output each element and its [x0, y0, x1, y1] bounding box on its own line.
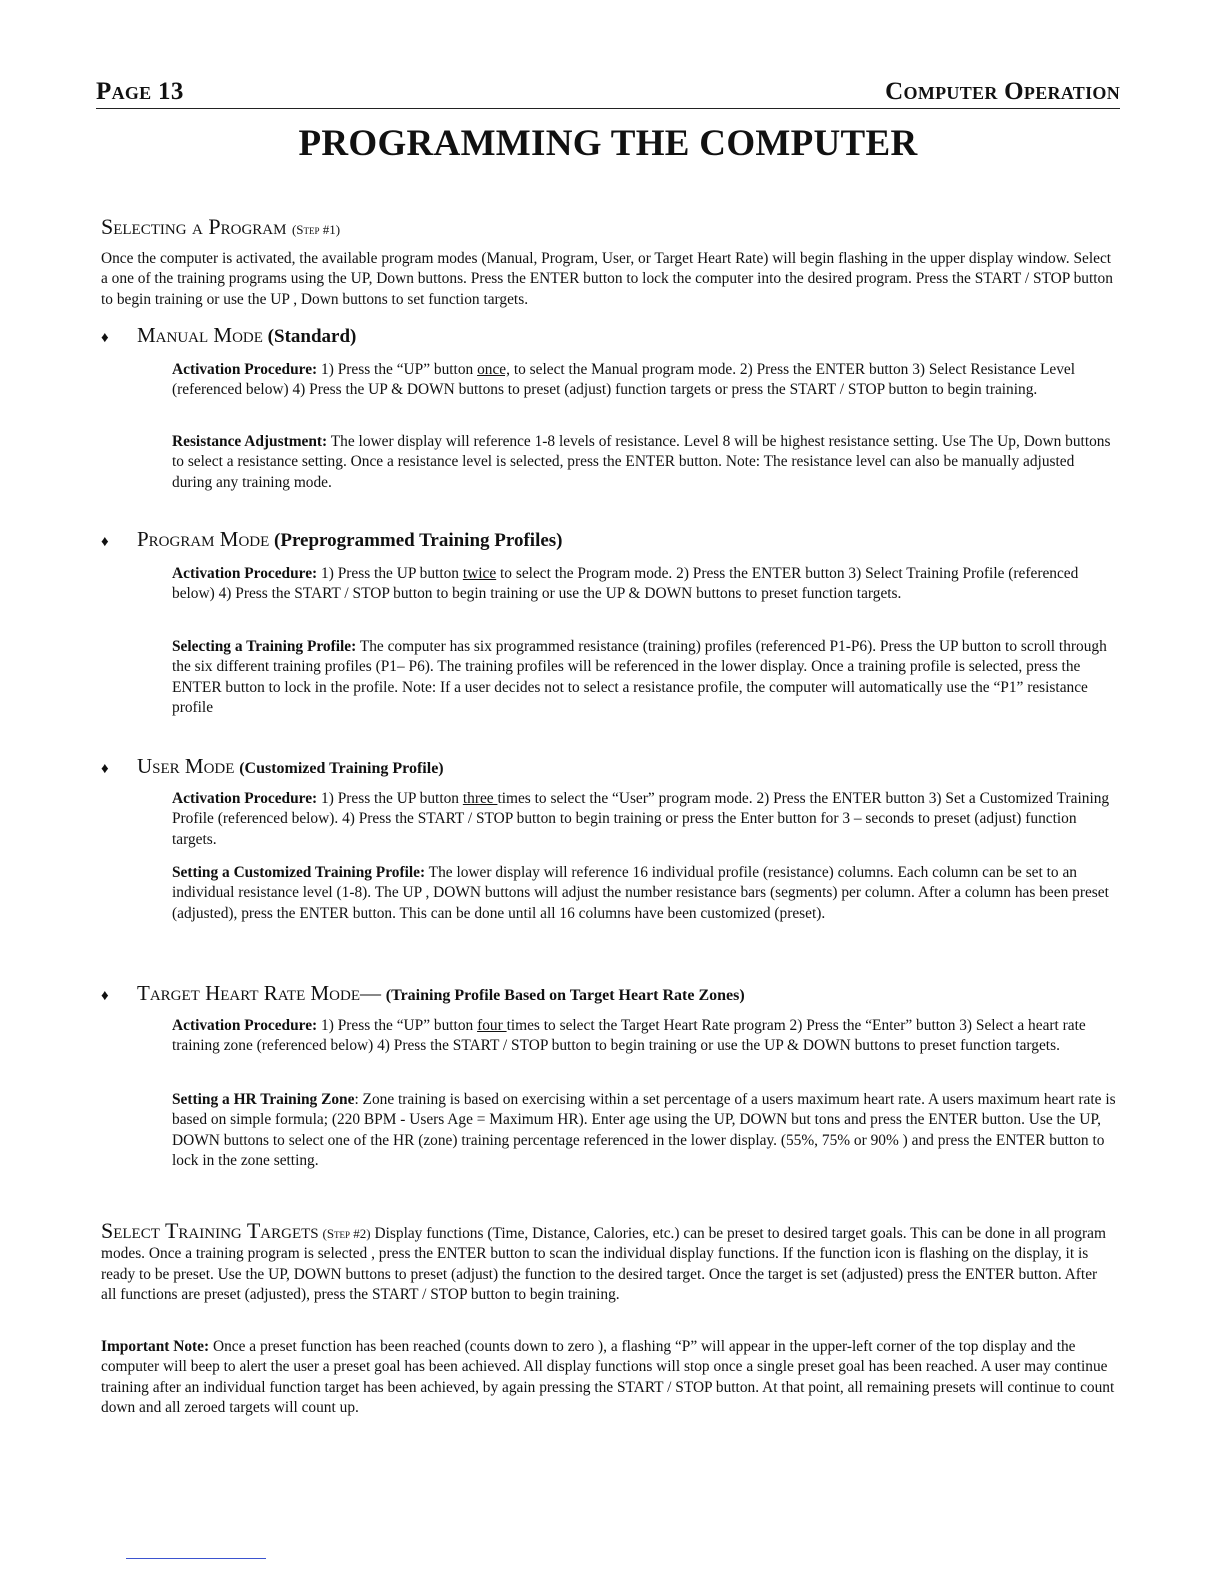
mode-name: Program Mode — [137, 527, 270, 551]
mode-name: Manual Mode — [137, 323, 263, 347]
mode-name: Target Heart Rate Mode— — [137, 981, 382, 1005]
emphasis: once, — [477, 361, 510, 378]
text-part: to select the Manual program mode. 2) Press the ENTER button 3) Select Resistance Level (referenced below) 4) Press the UP & DOWN buttons to preset (adjust) function targets or press the START / STOP button to begin training. — [172, 361, 1076, 399]
page-number: Page 13 — [96, 78, 184, 105]
targets-section — [101, 1218, 1116, 1306]
step-label: (Step #1) — [291, 222, 341, 237]
heading-user-mode — [101, 754, 444, 779]
text-part: The lower display will reference 1-8 levels of resistance. Level 8 will be highest resistance setting. Use The Up, Down buttons to select a resistance setting. Once a resistance level is selected, press the ENTER button. Note: The resistance level can also be manually adjusted during any training mode. — [172, 433, 1111, 491]
bullet: ♦ — [101, 761, 109, 777]
text-part: Display functions (Time, Distance, Calories, etc.) can be preset to desired target goals. This can be done in all program modes. Once a training program is selected , press the ENTER button to scan the individual display functions. If the function icon is flashing on the display, it is ready to be preset. Use the UP, DOWN buttons to preset (adjust) the function to the desired target. Once the target is set (adjusted) press the ENTER button. After all functions are preset (adjusted), press the START / STOP button to begin training. — [101, 1225, 1106, 1304]
text-part: 1) Press the UP button — [321, 790, 463, 807]
selecting-text: Once the computer is activated, the available program modes (Manual, Program, User, or Target Heart Rate) will begin flashing in the upper display window. Select a one of the training programs using the UP, Down buttons. Press the ENTER button to lock the computer into the desired program. Press the START / STOP button to begin training or use the UP , Down buttons to set function targets. — [101, 250, 1113, 308]
footnote-divider — [126, 1558, 266, 1559]
label: Activation Procedure: — [172, 1017, 318, 1034]
user-activation — [172, 789, 1117, 850]
thr-zone — [172, 1090, 1117, 1172]
heading-text: Selecting a Program — [101, 214, 287, 239]
manual-resistance — [172, 432, 1117, 493]
user-custom-profile — [172, 863, 1117, 924]
mode-subtitle: (Customized Training Profile) — [239, 760, 444, 777]
bullet: ♦ — [101, 988, 109, 1004]
bullet: ♦ — [101, 534, 109, 550]
emphasis: twice — [462, 565, 497, 582]
mode-subtitle: (Preprogrammed Training Profiles) — [274, 530, 563, 551]
label: Setting a HR Training Zone — [172, 1091, 355, 1108]
page-header — [96, 74, 1120, 109]
heading-program-mode — [101, 527, 563, 552]
text-part: times to select the Target Heart Rate program 2) Press the “Enter” button 3) Select a heart rate training zone (referenced below) 4) Press the START / STOP button to begin training or use the UP & DOWN buttons to preset function targets. — [172, 1017, 1086, 1055]
text-part: The computer has six programmed resistance (training) profiles (referenced P1-P6). Press the UP button to scroll through the six different training profiles (P1– P6). The training profiles will be referenced in the lower display. Once a training profile is selected, press the ENTER button to lock in the profile. Note: If a user decides not to select a resistance profile, the computer will automatically use the “P1” resistance profile — [172, 638, 1107, 717]
text-part: 1) Press the “UP” button — [321, 361, 478, 378]
label: Resistance Adjustment: — [172, 433, 328, 450]
text-part: Once a preset function has been reached (counts down to zero ), a flashing “P” will appear in the upper-left corner of the top display and the computer will beep to alert the user a preset goal has been achieved. All display functions will stop once a single preset goal has been reached. A user may continue training after an individual function target has been achieved, by again pressing the START / STOP button. At that point, all remaining presets will continue to count down and all zeroed targets will count up. — [101, 1338, 1115, 1417]
heading-selecting-program — [101, 214, 340, 240]
label: Selecting a Training Profile: — [172, 638, 357, 655]
page-title: PROGRAMMING THE COMPUTER — [298, 123, 918, 164]
heading-manual-mode — [101, 323, 356, 348]
thr-activation — [172, 1016, 1117, 1057]
label: Activation Procedure: — [172, 565, 318, 582]
program-activation — [172, 564, 1117, 605]
mode-subtitle: (Training Profile Based on Target Heart Rate Zones) — [385, 987, 745, 1004]
emphasis: four — [477, 1017, 507, 1034]
mode-subtitle: (Standard) — [267, 326, 357, 347]
text-part: : Zone training is based on exercising within a set percentage of a users maximum heart rate. A users maximum heart rate is based on simple formula; (220 BPM - Users Age = Maximum HR). Enter age using the UP, DOWN but tons and press the ENTER button. Use the UP, DOWN buttons to select one of the HR (zone) training percentage referenced in the lower display. (55%, 75% or 90% ) and press the ENTER button to lock in the zone setting. — [172, 1091, 1116, 1170]
program-profile — [172, 637, 1117, 719]
step-label: (Step #2) — [322, 1226, 371, 1241]
text-part: times to select the “User” program mode. 2) Press the ENTER button 3) Set a Customized Training Profile (referenced below). 4) Press the START / STOP button to begin training or press the Enter button for 3 – seconds to preset (adjust) function targets. — [172, 790, 1110, 848]
heading-thr-mode — [101, 981, 745, 1006]
label: Setting a Customized Training Profile: — [172, 864, 426, 881]
text-part: 1) Press the UP button — [321, 565, 463, 582]
text-part: The lower display will reference 16 individual profile (resistance) columns. Each column can be set to an individual resistance level (1-8). The UP , DOWN buttons will adjust the number resistance bars (segments) per column. After a column has been preset (adjusted), press the ENTER button. This can be done until all 16 columns have been customized (preset). — [172, 864, 1109, 922]
heading-text: Select Training Targets — [101, 1218, 319, 1243]
label: Activation Procedure: — [172, 790, 318, 807]
important-note — [101, 1337, 1116, 1419]
emphasis: three — [462, 790, 498, 807]
label: Important Note: — [101, 1338, 210, 1355]
manual-activation — [172, 360, 1117, 401]
text-part: 1) Press the “UP” button — [321, 1017, 478, 1034]
label: Activation Procedure: — [172, 361, 318, 378]
section-title: Computer Operation — [885, 78, 1120, 105]
bullet: ♦ — [101, 330, 109, 346]
text-part: to select the Program mode. 2) Press the ENTER button 3) Select Training Profile (referenced below) 4) Press the START / STOP button to begin training or use the UP & DOWN buttons to preset function targets. — [172, 565, 1079, 603]
mode-name: User Mode — [137, 754, 235, 778]
